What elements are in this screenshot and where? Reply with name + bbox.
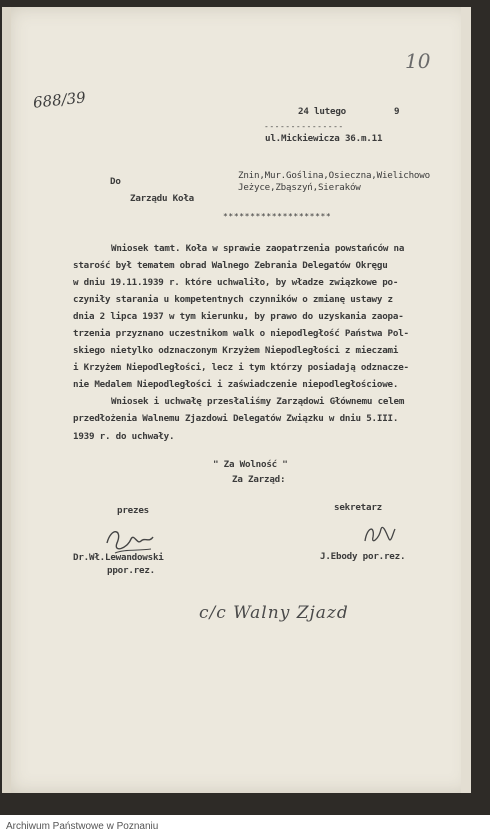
body-line-8: i Krzyżem Niepodległości, lecz i tym którzy posiadają odznacze- xyxy=(73,362,409,373)
document-page xyxy=(9,7,471,793)
salutation: " Za Wolność " xyxy=(213,459,288,470)
body-line-2: starość był tematem obrad Walnego Zebrania Delegatów Okręgu xyxy=(73,260,388,271)
handwritten-page-number: 10 xyxy=(405,49,431,73)
body2-line-2: przedłożenia Walnemu Zjazdowi Delegatów Związku w dniu 5.III. xyxy=(73,413,399,424)
body2-line-1: Wniosek i uchwałę przesłaliśmy Zarządowi Głównemu celem xyxy=(111,396,405,407)
body-line-3: w dniu 19.11.1939 r. które uchwaliło, by władze związkowe po- xyxy=(73,277,399,288)
body-line-7: skiego nietylko odznaczonym Krzyżem Niepodległości z mieczami xyxy=(73,345,399,356)
handwritten-reference: 688/39 xyxy=(32,88,87,112)
do-label: Do xyxy=(110,176,121,187)
right-signature xyxy=(359,519,399,551)
page-right-margin xyxy=(461,7,471,793)
for-board: Za Zarząd: xyxy=(232,474,286,485)
body-line-5: dnia 2 lipca 1937 w tym kierunku, by prawo do uzyskania zaopa- xyxy=(73,311,404,322)
separator: ******************** xyxy=(223,212,332,221)
left-signatory-title: prezes xyxy=(117,505,149,516)
body-line-1: Wniosek tamt. Koła w sprawie zaopatrzenia powstańców na xyxy=(111,243,405,254)
left-signatory-name: Dr.Wł.Lewandowski xyxy=(73,552,164,563)
address-dashes: --------------- xyxy=(264,122,344,131)
body2-line-3: 1939 r. do uchwały. xyxy=(73,431,175,442)
date-line: 24 lutego 9 xyxy=(298,106,400,117)
sender-address: ul.Mickiewicza 36.m.11 xyxy=(265,133,383,144)
page-fold-edge xyxy=(2,7,11,793)
cc-line-2: Jeżyce,Zbąszyń,Sieraków xyxy=(238,182,361,193)
body-line-4: czyniły starania u kompetentnych czynników o zmianę ustawy z xyxy=(73,294,393,305)
body-line-9: nie Medalem Niepodległości i zaświadczenie niepodległościowe. xyxy=(73,379,399,390)
handwritten-note: c/c Walny Zjazd xyxy=(199,603,349,623)
archive-label: Archiwum Państwowe w Poznaniu xyxy=(6,821,159,832)
right-signatory-name: J.Ebody por.rez. xyxy=(320,551,406,562)
right-signatory-title: sekretarz xyxy=(334,502,382,513)
body-line-6: trzenia przyznano uczestnikom walk o niepodległość Państwa Pol- xyxy=(73,328,409,339)
footer-bar xyxy=(0,815,490,840)
recipient: Zarządu Koła xyxy=(130,193,194,204)
cc-line-1: Znin,Mur.Goślina,Osieczna,Wielichowo xyxy=(238,170,430,181)
left-signatory-rank: ppor.rez. xyxy=(107,565,155,576)
